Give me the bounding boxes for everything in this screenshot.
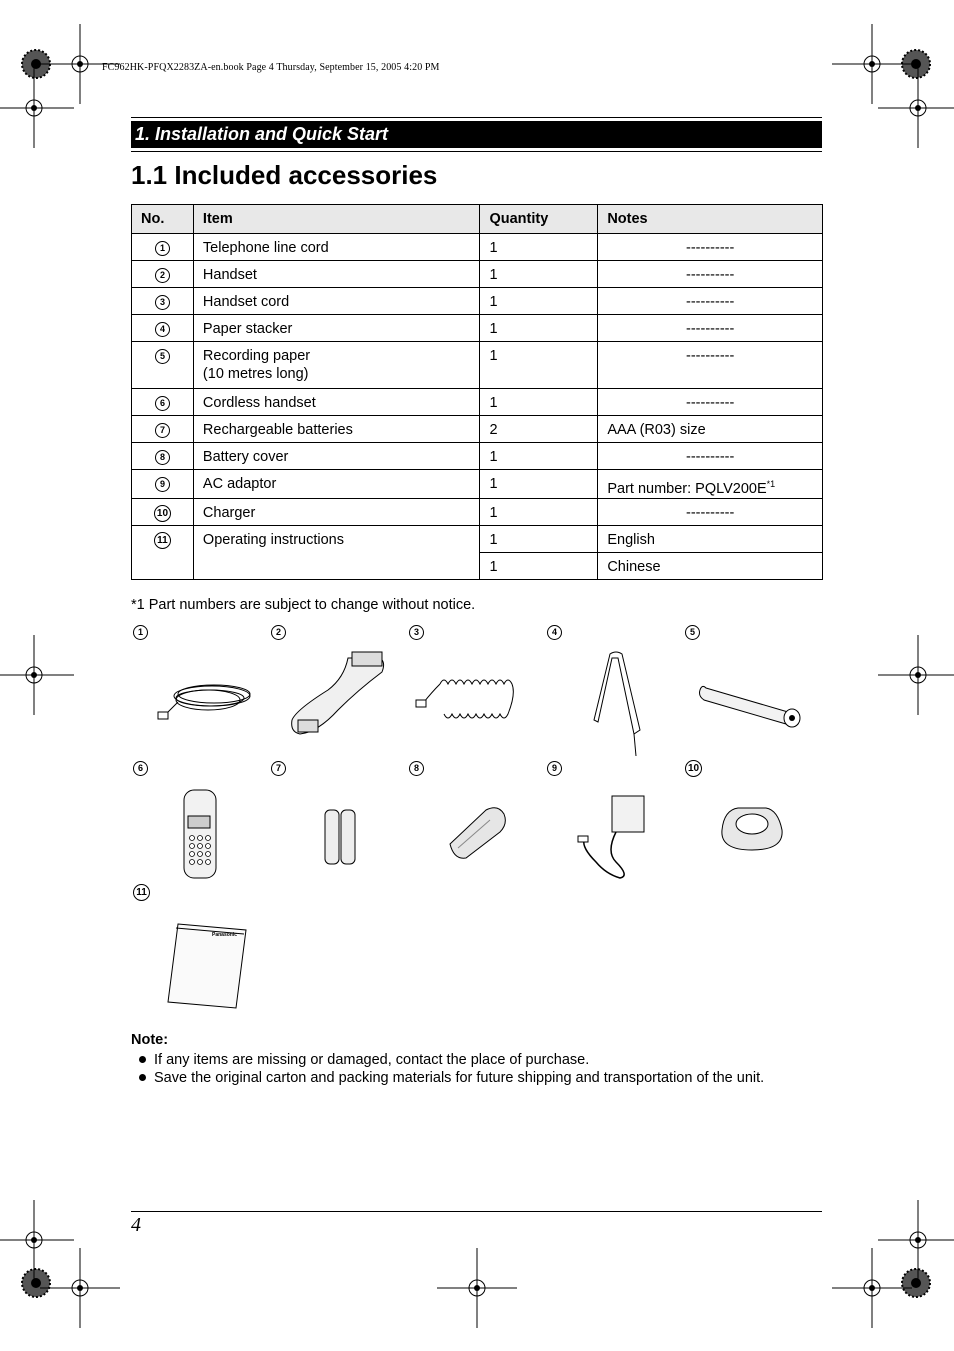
item-quantity: 2 [480, 416, 598, 443]
header-quantity: Quantity [480, 205, 598, 234]
item-name: Telephone line cord [193, 234, 480, 261]
table-row [132, 389, 823, 416]
item-number: 8 [155, 450, 170, 465]
figure-number: 5 [685, 625, 700, 640]
section-title: 1. Installation and Quick Start [131, 121, 822, 148]
item-name-line2: (10 metres long) [202, 366, 309, 382]
figure-label [133, 884, 150, 902]
charger-illustration [718, 794, 788, 854]
table-row [132, 288, 823, 315]
item-number: 5 [155, 349, 170, 364]
item-name-line1: Recording paper [202, 348, 311, 364]
item-quantity: 1 [480, 389, 598, 416]
footnote-ref: *1 [766, 479, 776, 489]
manual-brand-logo: Panasonic [212, 932, 238, 938]
figure-label [685, 760, 702, 778]
item-notes: ---------- [598, 498, 823, 525]
footer-rule [131, 1211, 822, 1212]
item-notes: ---------- [598, 261, 823, 288]
figure-number: 4 [547, 625, 562, 640]
item-number: 9 [155, 477, 170, 492]
battery-cover-illustration [446, 804, 510, 860]
footnote: *1 Part numbers are subject to change without notice. [131, 597, 476, 613]
table-row [132, 234, 823, 261]
figure-number: 2 [271, 625, 286, 640]
item-quantity: 1 [480, 234, 598, 261]
cordless-handset-illustration [180, 786, 220, 881]
item-number: 3 [155, 295, 170, 310]
figure-number: 6 [133, 761, 148, 776]
figure-number: 7 [271, 761, 286, 776]
item-name: AC adaptor [193, 470, 480, 499]
note-list [137, 1051, 764, 1087]
item-notes: English [598, 525, 823, 552]
note-label: Note: [131, 1032, 169, 1048]
table-row [132, 443, 823, 470]
figure-number: 8 [409, 761, 424, 776]
table-row [132, 416, 823, 443]
item-number: 6 [155, 396, 170, 411]
header-no: No. [132, 205, 194, 234]
page-title: 1.1 Included accessories [131, 160, 438, 190]
header-item: Item [193, 205, 480, 234]
figure-label [271, 624, 286, 642]
header-notes: Notes [598, 205, 823, 234]
item-notes: ---------- [598, 443, 823, 470]
item-name [193, 342, 480, 389]
figure-number: 3 [409, 625, 424, 640]
item-name: Operating instructions [193, 525, 480, 579]
figure-label [409, 624, 424, 642]
item-quantity: 1 [480, 552, 598, 579]
figure-number: 10 [685, 760, 702, 777]
figure-number: 1 [133, 625, 148, 640]
table-row [132, 498, 823, 525]
item-quantity: 1 [480, 342, 598, 389]
section-rule-top [131, 117, 822, 118]
table-row [132, 315, 823, 342]
figure-label [133, 760, 148, 778]
table-row [132, 470, 823, 499]
item-number: 7 [155, 423, 170, 438]
page-number: 4 [131, 1214, 141, 1236]
operating-instructions-illustration [164, 922, 250, 1010]
book-header: FC962HK-PFQX2283ZA-en.book Page 4 Thursday, September 15, 2005 4:20 PM [102, 62, 440, 73]
item-quantity: 1 [480, 525, 598, 552]
figure-number: 9 [547, 761, 562, 776]
item-notes: ---------- [598, 288, 823, 315]
figure-label [547, 624, 562, 642]
figure-label [685, 624, 700, 642]
figure-label [271, 760, 286, 778]
item-name: Handset [193, 261, 480, 288]
item-name: Rechargeable batteries [193, 416, 480, 443]
item-notes: ---------- [598, 234, 823, 261]
table-row [132, 525, 823, 552]
item-notes [598, 470, 823, 499]
handset-illustration [288, 650, 388, 740]
item-notes: ---------- [598, 389, 823, 416]
item-notes: AAA (R03) size [598, 416, 823, 443]
item-quantity: 1 [480, 288, 598, 315]
paper-stacker-illustration [590, 650, 650, 760]
item-quantity: 1 [480, 261, 598, 288]
item-name: Handset cord [193, 288, 480, 315]
item-quantity: 1 [480, 470, 598, 499]
item-notes: Chinese [598, 552, 823, 579]
item-name: Charger [193, 498, 480, 525]
item-quantity: 1 [480, 498, 598, 525]
telephone-line-cord-illustration [150, 676, 260, 726]
item-notes-text: Part number: PQLV200E [607, 480, 767, 497]
recording-paper-illustration [698, 668, 808, 728]
figure-label [547, 760, 562, 778]
note-item: If any items are missing or damaged, contact the place of purchase. [137, 1051, 764, 1069]
item-name: Cordless handset [193, 389, 480, 416]
item-notes: ---------- [598, 342, 823, 389]
item-name: Battery cover [193, 443, 480, 470]
item-number: 4 [155, 322, 170, 337]
item-name: Paper stacker [193, 315, 480, 342]
table-header-row [132, 205, 823, 234]
figure-label [133, 624, 148, 642]
item-notes: ---------- [598, 315, 823, 342]
section-rule-bottom [131, 151, 822, 152]
item-number: 1 [155, 241, 170, 256]
item-quantity: 1 [480, 315, 598, 342]
table-row [132, 261, 823, 288]
table-row [132, 342, 823, 389]
accessories-table [131, 204, 823, 580]
batteries-illustration [322, 806, 358, 866]
figure-number: 11 [133, 884, 150, 901]
item-number: 11 [154, 532, 171, 549]
note-item: Save the original carton and packing materials for future shipping and transportation of the unit. [137, 1069, 764, 1087]
item-number: 10 [154, 505, 171, 522]
item-number: 2 [155, 268, 170, 283]
handset-cord-illustration [410, 664, 545, 724]
ac-adaptor-illustration [576, 792, 650, 882]
figure-label [409, 760, 424, 778]
item-quantity: 1 [480, 443, 598, 470]
